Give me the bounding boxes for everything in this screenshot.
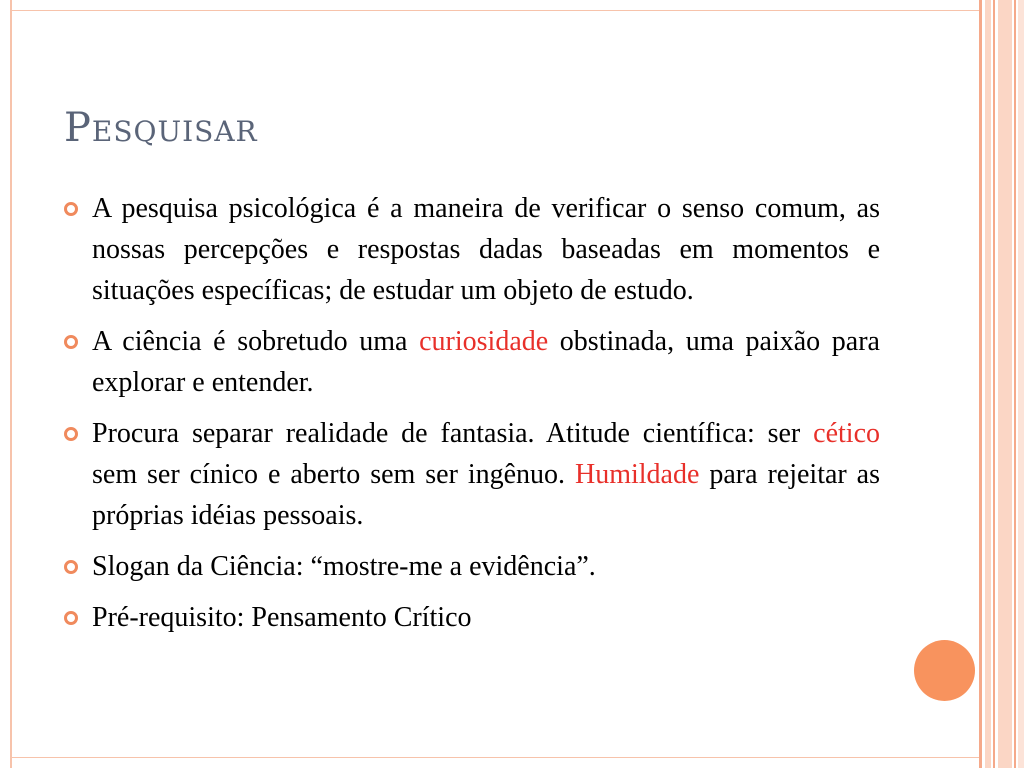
bullet-text: para rejeitar as próprias idéias pessoais. [92, 459, 880, 531]
highlighted-word: cético [813, 418, 880, 449]
decorative-stripe [979, 0, 982, 768]
bullet-item [62, 321, 880, 403]
bullet-text: A ciência é sobretudo uma [92, 326, 420, 357]
bullet-item [62, 413, 880, 536]
bullet-item [62, 597, 880, 638]
bullet-list [62, 188, 880, 648]
slide-title: Pesquisar [64, 105, 258, 151]
bullet-text: Procura separar realidade de fantasia. Atitude científica: ser [92, 418, 814, 449]
bullet-ring-icon [64, 202, 78, 216]
decorative-stripe [993, 0, 995, 768]
bullet-item [62, 188, 880, 311]
bullet-ring-icon [64, 611, 78, 625]
bullet-item [62, 546, 880, 587]
bullet-text: A pesquisa psicológica é a maneira de verificar o senso comum, as nossas percepções e respostas dadas baseadas em momentos e situações específicas; de estudar um objeto de estudo. [92, 193, 880, 306]
decorative-stripe [998, 0, 1012, 768]
decorative-circle [914, 640, 975, 701]
highlighted-word: Humildade [575, 459, 700, 490]
bullet-ring-icon [64, 427, 78, 441]
frame-bottom-line [10, 757, 980, 758]
highlighted-word: curiosidade [419, 326, 549, 357]
decorative-stripe [1018, 0, 1024, 768]
bullet-ring-icon [64, 560, 78, 574]
bullet-ring-icon [64, 335, 78, 349]
bullet-text: Slogan da Ciência: “mostre-me a evidência”. [92, 551, 596, 582]
frame-top-line [10, 10, 980, 11]
frame-left-line [10, 0, 12, 768]
bullet-text: obstinada, uma paixão para explorar e entender. [92, 326, 880, 398]
bullet-text: Pré-requisito: Pensamento Crítico [92, 602, 472, 633]
decorative-stripe [1014, 0, 1016, 768]
decorative-stripe [985, 0, 991, 768]
bullet-text: sem ser cínico e aberto sem ser ingênuo. [92, 459, 575, 490]
